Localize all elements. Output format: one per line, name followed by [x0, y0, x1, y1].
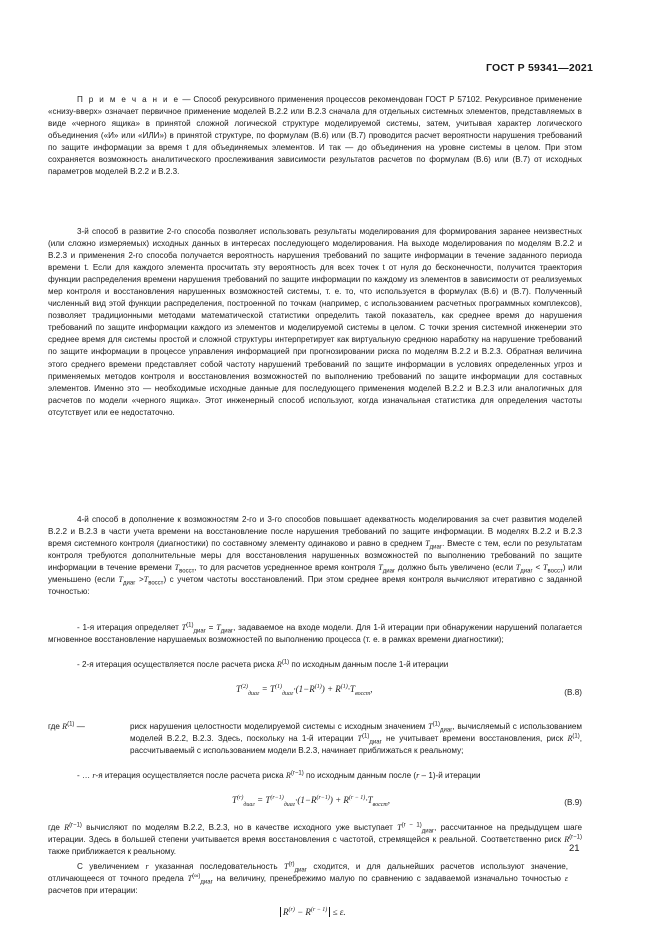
- R-symbol: R: [305, 907, 311, 917]
- where-dash: —: [74, 722, 85, 731]
- T-symbol: T: [284, 862, 289, 871]
- le-sign: ≤: [330, 907, 340, 917]
- vosst-sub: восст: [547, 568, 563, 575]
- T-symbol: T: [397, 823, 402, 832]
- R-symbol: R: [285, 771, 291, 780]
- sup-1: (1): [281, 659, 290, 666]
- gt-sign: >: [135, 575, 144, 585]
- T-symbol: T: [542, 563, 548, 573]
- sup-1: (1): [314, 684, 322, 690]
- method4-paragraph: [48, 514, 582, 598]
- sup-r-minus-1: (r − 1): [401, 822, 422, 829]
- lt-sign: <: [532, 563, 543, 573]
- T-symbol: T: [269, 684, 275, 694]
- eq-sign: =: [254, 795, 266, 805]
- sup-1: (1): [67, 721, 75, 728]
- where-2-paragraph: [48, 822, 582, 858]
- diag-sub: диаг: [382, 568, 396, 575]
- eq8-mid: ·(1−: [293, 684, 310, 694]
- diag-sub: диаг: [421, 828, 435, 835]
- R-symbol: R: [567, 734, 573, 743]
- T-symbol: T: [216, 623, 221, 632]
- equation-b9-number: (В.9): [564, 798, 582, 807]
- eq10-end: .: [343, 907, 346, 917]
- iteration-2-text-b: по исходным данным после 1-й итерации: [289, 660, 449, 669]
- where-2-text-c: , рассчитанное на предыдущем шаге итерации. Здесь в большей степени учитывается время восстановления с частотой, стремящейся к реальной. Соответственно риск: [48, 823, 583, 845]
- where-1-text-a: риск нарушения целостности моделируемой системы с исходным значением: [130, 722, 429, 731]
- epsilon-symbol: ε: [339, 907, 344, 917]
- iteration-r-text-a: - …: [77, 771, 93, 780]
- where-1-text-d: , рассчитываемый с использованием модели В.2.3, начинает приближаться к реальному;: [130, 734, 583, 755]
- conv-text-b: указанная последовательность: [148, 862, 285, 871]
- sup-infinity: (∞): [192, 873, 201, 880]
- standard-header: ГОСТ Р 59341—2021: [485, 62, 593, 74]
- where-2-text-a: где: [48, 823, 65, 832]
- T-symbol: T: [378, 563, 383, 573]
- where-1-text-c: не учитывает времени восстановления, риск: [381, 734, 568, 743]
- T-symbol: T: [236, 684, 242, 694]
- where-2-text-b: вычисляют по моделям В.2.2, В.2.3, но в качестве исходного уже выступает: [81, 823, 398, 832]
- diag-sub: диаг: [220, 628, 234, 635]
- eq9-dot: ·: [365, 795, 368, 805]
- conv-text-a: С увеличением: [77, 862, 146, 871]
- sup-r-minus-1: (r − 1): [348, 795, 366, 801]
- iteration-r-text-d: – 1)-й итерации: [419, 771, 481, 780]
- iteration-2-item: [48, 659, 582, 671]
- T-symbol: T: [515, 563, 521, 573]
- R-symbol: R: [335, 684, 341, 694]
- vosst-sub: восст: [148, 580, 164, 587]
- minus-sign: −: [294, 907, 306, 917]
- diag-sub: диаг: [193, 628, 206, 635]
- vosst-sub: восст: [372, 801, 388, 808]
- conv-text-d: на величину, пренебрежимо малую по сравнению с задаваемой изначально точностью: [212, 874, 565, 884]
- where-1-label: [48, 721, 85, 733]
- where-2-text-d: также приближается к реальному.: [48, 847, 177, 857]
- method4-text-a: 4-й способ в дополнение к возможностям 2-го и 3-го способов повышает адекватность моделирования за счет развития моделей В.2.2 и В.2.3 в части учета времени на восстановление после нарушения требований по защите информации. В моделях В.2.2 и В.2.3 время системного контроля (диагностики) по составному элементу одинаково и равно в среднем: [48, 515, 582, 549]
- T-symbol: T: [425, 539, 430, 549]
- R-symbol: R: [343, 795, 349, 805]
- T-symbol: T: [118, 575, 124, 585]
- iteration-1-text-b: , задаваемое на входе модели. Для 1-й итерации при обнаружении нарушений полагается мгновенное восстановление нарушаемых возможностей по выполнению процесса (т. е. в рамках времени диагностики);: [48, 623, 582, 645]
- equation-precision: [280, 907, 346, 917]
- note-label: П р и м е ч а н и е: [77, 95, 180, 104]
- eq9-plus: ) +: [329, 795, 344, 805]
- conv-text-e: расчетов при итерации:: [48, 886, 138, 896]
- method4-text-b: . Вместе с тем, если по результатам контроля требуются дополнительные меры для восстановления нарушенных возможностей по выполнению требований по защите информации в течение времени: [48, 539, 582, 573]
- epsilon-symbol: ε: [564, 874, 568, 884]
- T-symbol: T: [428, 722, 433, 731]
- R-symbol: R: [64, 823, 70, 832]
- eq8-end: ,: [370, 684, 373, 694]
- sup-r-minus-1: (r−1): [316, 795, 330, 801]
- T-symbol: T: [181, 623, 187, 632]
- conv-text-c: сходится, и для дальнейших расчетов используют значение, отличающееся от точного предела: [48, 862, 568, 884]
- sup-1: (1): [432, 721, 440, 728]
- method4-text-c: , то для расчетов усредненное время контроля: [194, 563, 379, 573]
- sup-r-minus-1: (r−1): [290, 770, 304, 777]
- R-symbol: R: [283, 907, 289, 917]
- diag-sub: диаг: [200, 879, 213, 886]
- R-symbol: R: [310, 795, 317, 805]
- T-symbol: T: [350, 684, 356, 694]
- iteration-1-item: [48, 622, 582, 646]
- iteration-1-text-a: - 1-я итерация определяет: [77, 623, 182, 632]
- R-symbol: R: [62, 722, 68, 731]
- iteration-r-item: [48, 770, 582, 782]
- sup-1: (1): [275, 684, 282, 690]
- where-1-text-b: , вычисляемый с использованием моделей В.2.2, В.2.3. Здесь, поскольку на 1-й итерации: [130, 722, 582, 743]
- T-symbol: T: [232, 795, 238, 805]
- equation-b8: [236, 684, 373, 697]
- sup-2: (2): [241, 684, 249, 690]
- T-symbol: T: [265, 795, 271, 805]
- eq8-plus: ) +: [321, 684, 336, 694]
- note-text: — Способ рекурсивного применения процессов рекомендован ГОСТ Р 57102. Рекурсивное применение «снизу-вверх» означает первичное применение моделей В.2.2 или В.2.3 сначала для отдельных системных элементов, представляемых в виде «черного ящика» в принятой сложной логической структуре моделируемой системы, затем, учитывая характер логического объединения («И» или «ИЛИ») в принятой структуре, по формулам (В.6) или (В.7) проводится расчет вероятности нарушения требований по защите информации за время t для объединяемых элементов. И так — до объединения на уровне системы в целом. При этом сохраняется возможность аналитического прослеживания зависимости результатов расчетов по формулам (В.6) или (В.7) от исходных параметров моделей В.2.2 и В.2.3.: [48, 95, 582, 177]
- eq-sign: =: [259, 684, 270, 694]
- sup-1: (1): [362, 733, 370, 740]
- r-symbol: r: [92, 771, 96, 780]
- R-symbol: R: [276, 660, 282, 669]
- T-symbol: T: [357, 734, 363, 743]
- vosst-sub: восст: [179, 568, 195, 575]
- sup-r: (r): [288, 907, 295, 913]
- T-symbol: T: [174, 563, 180, 573]
- equation-b9: [232, 795, 391, 808]
- sup-r-minus-1: (r − 1): [310, 907, 328, 913]
- sup-1: (1): [572, 733, 580, 740]
- diag-sub: диаг: [282, 690, 294, 697]
- eq9-mid: ·(1−: [295, 795, 311, 805]
- where-label: где: [48, 722, 63, 731]
- T-symbol: T: [187, 874, 193, 884]
- diag-sub: диаг: [369, 739, 382, 746]
- method4-text-d: должно быть увеличено (если: [395, 563, 516, 573]
- diag-sub: диаг: [123, 580, 136, 587]
- iteration-r-text-c: по исходным данным после (: [303, 771, 417, 780]
- diag-sub: диаг: [429, 544, 443, 551]
- sup-r-minus-1: (r−1): [569, 834, 582, 841]
- method4-text-e: ) или уменьшено (если: [48, 563, 582, 585]
- convergence-paragraph: [48, 861, 568, 897]
- diag-sub: диаг: [440, 727, 453, 734]
- diag-sub: диаг: [520, 568, 533, 575]
- iteration-2-text-a: - 2-я итерация осуществляется после расчета риска: [77, 660, 277, 669]
- diag-sub: диаг: [243, 801, 255, 808]
- diag-sub: диаг: [283, 801, 296, 808]
- R-symbol: R: [564, 835, 570, 845]
- sup-1: (1): [340, 684, 348, 690]
- equation-b8-number: (В.8): [564, 688, 582, 697]
- method3-paragraph: [48, 226, 582, 419]
- eq9-end: ,: [387, 795, 391, 805]
- page-number: 21: [569, 843, 580, 854]
- sup-r: (r): [288, 861, 295, 868]
- T-symbol: T: [367, 795, 373, 805]
- diag-sub: диаг: [294, 867, 307, 874]
- eq8-dot: ·: [347, 684, 351, 694]
- sup-1: (1): [186, 622, 194, 629]
- method3-text: 3-й способ в развитие 2-го способа позволяет использовать результаты моделирования для формирования заранее неизвестных (или сложно измеряемых) исходных данных в интересах последующего моделирования. На выходе моделирования по моделям В.2.2 и В.2.3 и применения 2-го способа получается вероятность нарушения требований по защите информации в течение заданного периода времени t. Если для каждого элемента просчитать эту вероятность для всех точек t от нуля до бесконечности, получится траектория функции распределения времени нарушения требований по защите информации по каждому из элементов в зависимости от реализуемых мер контроля и восстановления нарушенных возможностей системы, т. е. то, что используется в формулах (В.6) и (В.7). Полученный численный вид этой функции распределения, построенной по точкам (например, с использованием расчетных программных комплексов), позволяет традиционными методами математической статистики определить такой показатель, как среднее время до нарушения требований по защите информации каждого из элементов и моделируемой системы в целом. С точки зрения системной инженерии это среднее время для системы простой и сложной структуры интерпретирует как виртуальную среднюю наработку на нарушение требований по защите информации в процессе управления информацией при прогнозировании риска по моделям В.2.2 и В.2.3. Обратная величина этого среднего времени представляет собой частоту нарушений требований по защите информации в условиях определенных угроз и применяемых методов контроля и восстановления возможностей по выполнению требований по защите информации для составных элементов. Именно это — необходимые исходные данные для последующего применения моделей В.2.2 и В.2.3 или аналогичных для расчетов по модели «черного ящика». Этот инженерный способ используют, когда изначальная статистика для определения частоты отсутствует или ее недостаточно.: [48, 227, 582, 417]
- diag-sub: диаг: [248, 690, 260, 697]
- note-paragraph: [48, 94, 582, 178]
- eq-sign: =: [205, 623, 217, 632]
- r-symbol: r: [416, 771, 420, 780]
- sup-r-minus-1: (r−1): [270, 795, 284, 801]
- iteration-r-text-b: -я итерация осуществляется после расчета риска: [95, 771, 286, 780]
- method4-text-f: ) с учетом частоты восстановлений. При этом среднее время контроля вычисляют итеративно с заданной точностью:: [48, 575, 582, 597]
- sup-r: (r): [237, 795, 244, 801]
- r-symbol: r: [145, 862, 149, 871]
- sup-r-minus-1: (r−1): [69, 822, 82, 829]
- T-symbol: T: [143, 575, 149, 585]
- where-1-body: [130, 721, 582, 757]
- vosst-sub: восст: [355, 690, 371, 697]
- R-symbol: R: [309, 684, 315, 694]
